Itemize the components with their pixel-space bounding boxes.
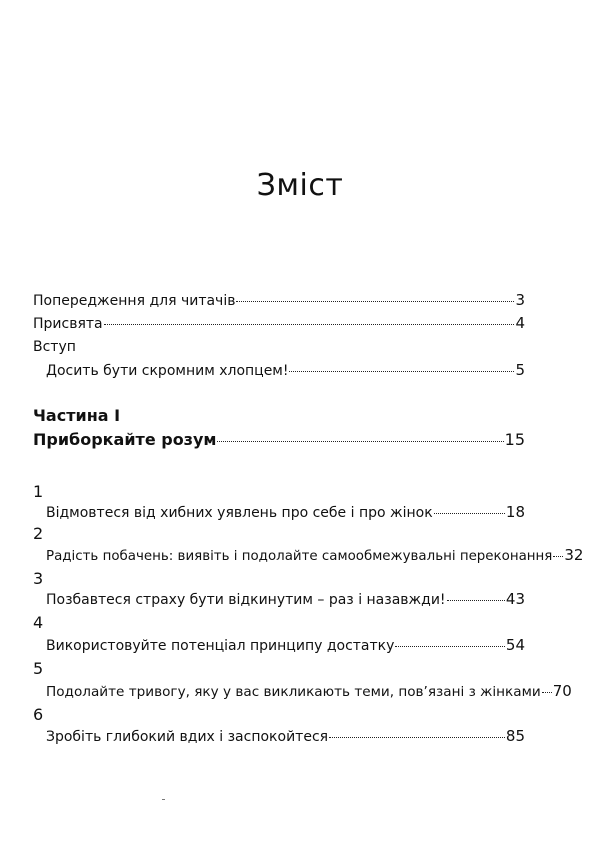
toc-page-number: 43 <box>505 590 525 608</box>
toc-entry-label: Зробіть глибокий вдих і заспокойтеся <box>46 729 329 745</box>
toc-entry-label: Досить бути скромним хлопцем! <box>46 363 289 379</box>
toc-entry-chapter-2[interactable] <box>46 546 584 566</box>
toc-entry-warning[interactable] <box>33 291 525 310</box>
dot-leader <box>395 646 505 647</box>
dot-leader <box>104 324 515 325</box>
dot-leader <box>329 737 505 738</box>
chapter-number: 6 <box>33 705 44 724</box>
toc-entry-dedication[interactable] <box>33 314 525 333</box>
toc-entry-chapter-3[interactable] <box>46 590 525 609</box>
dot-leader <box>236 301 514 302</box>
toc-entry-chapter-6[interactable] <box>46 727 525 746</box>
toc-heading-intro: Вступ <box>33 339 76 355</box>
toc-page-number: 3 <box>515 291 525 309</box>
toc-entry-chapter-5[interactable] <box>46 682 572 701</box>
toc-entry-label: Подолайте тривогу, яку у вас викликають теми, пов’язані з жінками <box>46 684 541 700</box>
toc-entry-label: Попередження для читачів <box>33 293 236 309</box>
toc-part-heading: Частина I <box>33 406 121 425</box>
toc-entry-chapter-4[interactable] <box>46 636 525 655</box>
toc-page-number: 70 <box>552 682 572 700</box>
dot-leader <box>434 513 505 514</box>
scan-speck <box>162 799 165 800</box>
toc-page-number: 4 <box>515 314 525 332</box>
chapter-number: 3 <box>33 569 44 588</box>
toc-page-number: 5 <box>515 361 525 379</box>
toc-page-number: 15 <box>504 430 525 449</box>
toc-entry-label: Використовуйте потенціал принципу достатку <box>46 638 395 654</box>
toc-entry-label: Присвята <box>33 316 103 332</box>
dot-leader <box>553 556 563 557</box>
dot-leader <box>542 692 552 693</box>
toc-page-number: 32 <box>564 546 584 564</box>
chapter-number: 1 <box>33 482 44 501</box>
toc-entry-label: Радість побачень: виявіть і подолайте самообмежувальні переконання <box>46 549 553 564</box>
dot-leader <box>217 441 503 442</box>
toc-entry-label: Відмовтеся від хибних уявлень про себе і про жінок <box>46 505 433 521</box>
page-title: Зміст <box>256 168 344 203</box>
chapter-number: 2 <box>33 524 44 543</box>
toc-page-number: 85 <box>505 727 525 745</box>
dot-leader <box>447 600 505 601</box>
toc-page-number: 18 <box>505 503 525 521</box>
chapter-number: 5 <box>33 659 44 678</box>
dot-leader <box>289 371 514 372</box>
toc-entry-label: Позбавтеся страху бути відкинутим – раз і назавжди! <box>46 592 446 608</box>
toc-entry-intro[interactable] <box>46 361 525 380</box>
chapter-number: 4 <box>33 613 44 632</box>
toc-entry-part1[interactable] <box>33 431 525 449</box>
table-of-contents <box>33 0 584 859</box>
toc-entry-label: Приборкайте розум <box>33 430 217 449</box>
toc-page-number: 54 <box>505 636 525 654</box>
toc-entry-chapter-1[interactable] <box>46 503 525 522</box>
